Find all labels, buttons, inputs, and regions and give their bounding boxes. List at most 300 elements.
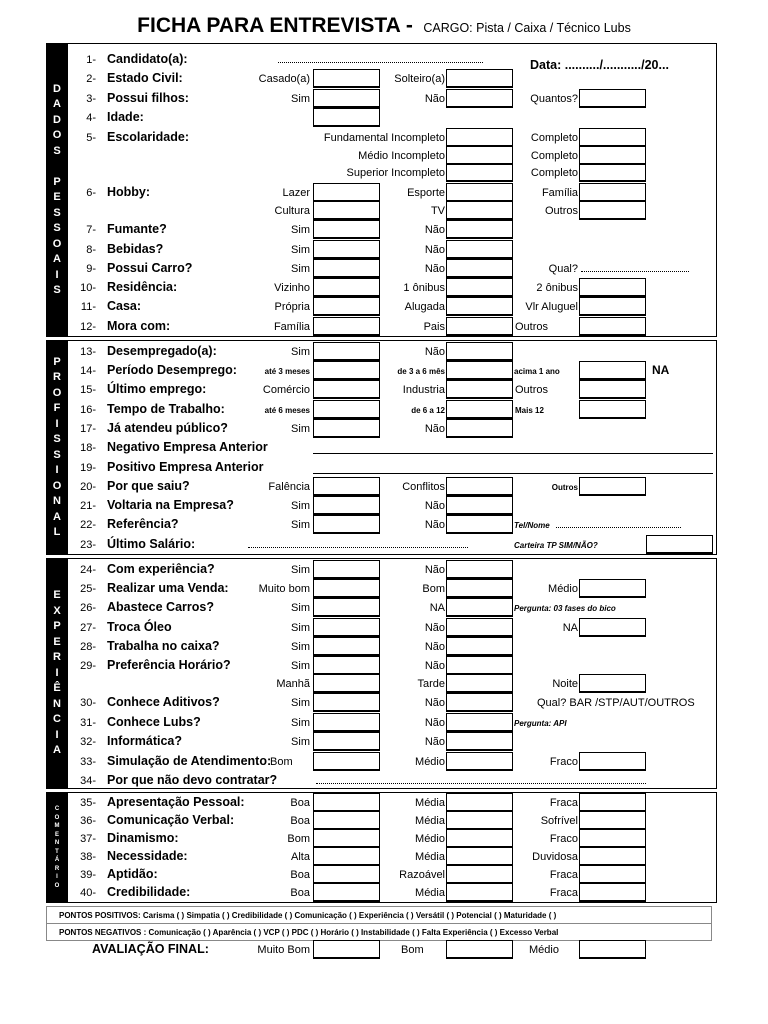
option-sim: Sim	[291, 736, 310, 748]
checkbox-nao[interactable]	[446, 419, 513, 438]
row-22	[68, 515, 716, 535]
option-2-onibus: 2 ônibus	[536, 282, 578, 294]
row-21	[68, 496, 716, 516]
checkbox-nao[interactable]	[446, 515, 513, 534]
row-4	[68, 108, 716, 128]
option-bom: Bom	[287, 833, 310, 845]
checkbox-outros[interactable]	[579, 380, 646, 399]
checkbox-industria[interactable]	[446, 380, 513, 399]
checkbox-tv[interactable]	[446, 201, 513, 220]
input-vlr-aluguel[interactable]	[579, 297, 646, 316]
row-7	[68, 220, 716, 240]
row-number: 25-	[80, 583, 96, 595]
checkbox-muito-bom[interactable]	[313, 579, 380, 598]
question-label: Hobby:	[107, 185, 151, 199]
checkbox-boa[interactable]	[313, 883, 380, 902]
option-sim: Sim	[291, 423, 310, 435]
positivo-line[interactable]	[313, 473, 713, 474]
input-idade[interactable]	[313, 108, 380, 127]
checkbox-outros[interactable]	[579, 201, 646, 220]
option-bom: Bom	[422, 583, 445, 595]
sidebar-letter: I	[55, 464, 59, 476]
sidebar-letter: T	[55, 848, 59, 855]
checkbox-carteira[interactable]	[646, 535, 713, 554]
sidebar-letter: P	[53, 620, 61, 633]
sidebar-letter: N	[53, 495, 61, 507]
checkbox-fraca[interactable]	[579, 883, 646, 902]
row-number: 2-	[86, 73, 96, 85]
option-manha: Manhã	[276, 678, 310, 690]
row-number: 20-	[80, 481, 96, 493]
checkbox-sim[interactable]	[313, 496, 380, 515]
checkbox-razoavel[interactable]	[446, 865, 513, 884]
option-tv: TV	[430, 205, 445, 217]
checkbox-muito-bom[interactable]	[313, 940, 380, 959]
option-mais-12: Mais 12	[515, 406, 544, 415]
row-number: 16-	[80, 404, 96, 416]
checkbox-sim[interactable]	[313, 89, 380, 108]
checkbox-manha[interactable]	[313, 674, 380, 693]
checkbox-tarde[interactable]	[446, 674, 513, 693]
option-familia: Família	[273, 321, 310, 333]
option-esporte: Esporte	[407, 187, 445, 199]
checkbox-nao[interactable]	[446, 618, 513, 637]
checkbox-nao[interactable]	[446, 240, 513, 259]
checkbox-falencia[interactable]	[313, 477, 380, 496]
checkbox-nao[interactable]	[446, 496, 513, 515]
option-sim: Sim	[291, 346, 310, 358]
checkbox-3-a-6[interactable]	[446, 361, 513, 380]
checkbox-fundamental[interactable]	[446, 128, 513, 147]
candidato-line[interactable]	[278, 62, 483, 63]
option-alugada: Alugada	[404, 301, 445, 313]
sidebar-letter: A	[53, 98, 61, 110]
option-nao: Não	[424, 346, 445, 358]
row-36	[68, 811, 716, 831]
checkbox-cultura[interactable]	[313, 201, 380, 220]
checkbox-outros[interactable]	[579, 317, 646, 336]
row-number: 36-	[80, 815, 96, 827]
question-label: Fumante?	[107, 222, 167, 236]
row-8	[68, 240, 716, 260]
sidebar-letter: R	[54, 865, 60, 872]
checkbox-sim[interactable]	[313, 693, 380, 712]
option-razoavel: Razoável	[399, 869, 445, 881]
sidebar-dados-pessoais	[46, 44, 68, 336]
row-number: 37-	[80, 833, 96, 845]
checkbox-media[interactable]	[446, 847, 513, 866]
sidebar-letter: S	[53, 206, 61, 219]
option-vizinho: Vizinho	[274, 282, 310, 294]
row-number: 40-	[80, 887, 96, 899]
option-duvidosa: Duvidosa	[532, 851, 578, 863]
checkbox-ate-6-meses[interactable]	[313, 400, 380, 419]
checkbox-nao[interactable]	[446, 259, 513, 278]
row-5	[68, 128, 716, 148]
question-label: Período Desemprego:	[107, 363, 237, 377]
sidebar-letter: O	[54, 814, 60, 821]
option-noite: Noite	[552, 678, 578, 690]
sidebar-letter: S	[53, 433, 61, 445]
checkbox-mais-12[interactable]	[579, 400, 646, 419]
checkbox-sim[interactable]	[313, 240, 380, 259]
question-label: Estado Civil:	[107, 71, 183, 85]
option-pergunta-api: Pergunta: API	[514, 719, 567, 728]
checkbox-sim[interactable]	[313, 656, 380, 675]
question-label: Voltaria na Empresa?	[107, 498, 234, 512]
option-sim: Sim	[291, 622, 310, 634]
checkbox-2-onibus[interactable]	[579, 278, 646, 297]
checkbox-alta[interactable]	[313, 847, 380, 866]
option-sim: Sim	[291, 93, 310, 105]
row-30	[68, 693, 716, 713]
option-propria: Própria	[274, 301, 310, 313]
question-label: Comunicação Verbal:	[107, 813, 235, 827]
question-label: Escolaridade:	[107, 130, 189, 144]
option-outros: Outros	[544, 205, 578, 217]
row-number: 8-	[86, 244, 96, 256]
sidebar-profissional	[46, 341, 68, 554]
question-label: Por que não devo contratar?	[107, 773, 278, 787]
row-3	[68, 89, 716, 109]
option-media: Média	[415, 851, 445, 863]
option-completo: Completo	[530, 150, 578, 162]
row-10	[68, 278, 716, 298]
row-number: 23-	[80, 539, 96, 551]
checkbox-media[interactable]	[446, 811, 513, 830]
sidebar-letter: F	[53, 402, 61, 414]
checkbox-nao[interactable]	[446, 342, 513, 361]
pontos-negativos: PONTOS NEGATIVOS : Comunicação ( ) Aparência ( ) VCP ( ) PDC ( ) Horário ( ) Instabilidade ( ) Falta Experiência ( ) Excesso Verbal	[46, 923, 712, 941]
option-medio: Médio	[548, 583, 578, 595]
question-label: Trabalha no caixa?	[107, 639, 220, 653]
checkbox-boa[interactable]	[313, 865, 380, 884]
option-medio: Médio	[415, 833, 445, 845]
date-field[interactable]: Data: ........../.........../20...	[530, 58, 669, 72]
row-number: 39-	[80, 869, 96, 881]
sidebar-letter: I	[55, 728, 59, 741]
sidebar-letter: C	[53, 713, 61, 726]
option-sim: Sim	[291, 564, 310, 576]
checkbox-duvidosa[interactable]	[579, 847, 646, 866]
checkbox-sim[interactable]	[313, 598, 380, 617]
checkbox-boa[interactable]	[313, 811, 380, 830]
row-number: 24-	[80, 564, 96, 576]
row-13	[68, 342, 716, 362]
checkbox-na[interactable]	[446, 598, 513, 617]
row-6b	[68, 201, 716, 221]
checkbox-alugada[interactable]	[446, 297, 513, 316]
sidebar-letter: Á	[54, 857, 60, 863]
sidebar-letter: O	[52, 129, 62, 141]
checkbox-bom[interactable]	[313, 829, 380, 848]
option-sim: Sim	[291, 717, 310, 729]
option-nao: Não	[424, 224, 445, 236]
option-sim: Sim	[291, 263, 310, 275]
row-33	[68, 752, 716, 772]
qual-carro-line[interactable]	[581, 271, 689, 272]
sidebar-letter: I	[55, 268, 59, 281]
checkbox-fraca[interactable]	[579, 793, 646, 812]
sidebar-letter: R	[53, 371, 61, 383]
checkbox-propria[interactable]	[313, 297, 380, 316]
option-nao: Não	[424, 641, 445, 653]
checkbox-sim[interactable]	[313, 560, 380, 579]
option-nao: Não	[424, 244, 445, 256]
row-number: 33-	[80, 756, 96, 768]
form-title	[0, 14, 768, 38]
option-qual: Qual?	[548, 263, 578, 275]
row-number: 19-	[80, 462, 96, 474]
checkbox-media[interactable]	[446, 793, 513, 812]
question-label: Por que saiu?	[107, 479, 190, 493]
option-na: NA	[562, 622, 578, 634]
question-label: Último emprego:	[107, 382, 207, 396]
checkbox-acima-1-ano[interactable]	[579, 361, 646, 380]
row-1	[68, 50, 716, 70]
option-nao: Não	[424, 736, 445, 748]
salario-line[interactable]	[248, 547, 468, 548]
row-number: 35-	[80, 797, 96, 809]
checkbox-nao[interactable]	[446, 693, 513, 712]
checkbox-fraca[interactable]	[579, 865, 646, 884]
question-label: Conhece Aditivos?	[107, 695, 220, 709]
tel-nome-line[interactable]	[556, 527, 681, 528]
option-sim: Sim	[291, 500, 310, 512]
sidebar-letter: E	[53, 635, 61, 648]
sidebar-letter: E	[53, 589, 61, 602]
sidebar-letter: P	[53, 355, 61, 368]
checkbox-ate-3-meses[interactable]	[313, 361, 380, 380]
checkbox-6-a-12[interactable]	[446, 400, 513, 419]
question-label: Com experiência?	[107, 562, 215, 576]
sidebar-letter: I	[55, 666, 59, 679]
checkbox-sim[interactable]	[313, 732, 380, 751]
sidebar-letter: X	[53, 604, 61, 617]
option-sim: Sim	[291, 602, 310, 614]
input-quantos[interactable]	[579, 89, 646, 108]
row-35	[68, 793, 716, 813]
negativo-line[interactable]	[313, 453, 713, 454]
option-bom: Bom	[401, 944, 424, 956]
row-14	[68, 361, 716, 381]
sidebar-letter: O	[52, 386, 62, 399]
row-38	[68, 847, 716, 867]
question-label: Conhece Lubs?	[107, 715, 201, 729]
checkbox-superior[interactable]	[446, 163, 513, 182]
checkbox-medio[interactable]	[579, 579, 646, 598]
option-vlr-aluguel: Vlr Aluguel	[525, 301, 578, 313]
checkbox-medio[interactable]	[446, 752, 513, 771]
checkbox-fraco[interactable]	[579, 829, 646, 848]
row-number: 17-	[80, 423, 96, 435]
option-nao: Não	[424, 697, 445, 709]
row-number: 11-	[80, 301, 96, 313]
row-23	[68, 535, 716, 555]
checkbox-nao[interactable]	[446, 732, 513, 751]
checkbox-conflitos[interactable]	[446, 477, 513, 496]
checkbox-nao[interactable]	[446, 637, 513, 656]
option-sim: Sim	[291, 224, 310, 236]
option-conflitos: Conflitos	[402, 481, 445, 493]
checkbox-1-onibus[interactable]	[446, 278, 513, 297]
row-11	[68, 297, 716, 317]
checkbox-nao[interactable]	[446, 220, 513, 239]
question-label: Dinamismo:	[107, 831, 179, 845]
option-boa: Boa	[290, 797, 310, 809]
row-9	[68, 259, 716, 279]
option-qual-aditivos: Qual? BAR /STP/AUT/OUTROS	[537, 697, 695, 709]
checkbox-pais[interactable]	[446, 317, 513, 336]
row-32	[68, 732, 716, 752]
row-37	[68, 829, 716, 849]
avaliacao-final-label: AVALIAÇÃO FINAL:	[92, 942, 209, 956]
option-superior: Superior Incompleto	[346, 167, 445, 179]
option-casado: Casado(a)	[258, 73, 310, 85]
row-19	[68, 458, 716, 478]
question-label: Aptidão:	[107, 867, 158, 881]
option-na: NA	[652, 363, 670, 377]
row-number: 13-	[80, 346, 96, 358]
option-industria: Industria	[402, 384, 445, 396]
row-number: 28-	[80, 641, 96, 653]
option-sim: Sim	[291, 660, 310, 672]
question-label: Necessidade:	[107, 849, 188, 863]
sidebar-letter: A	[53, 253, 61, 265]
checkbox-medio[interactable]	[579, 940, 646, 959]
checkbox-fraco[interactable]	[579, 752, 646, 771]
checkbox-vizinho[interactable]	[313, 278, 380, 297]
option-muito-bom: Muito Bom	[257, 944, 310, 956]
checkbox-sim[interactable]	[313, 259, 380, 278]
checkbox-nao[interactable]	[446, 89, 513, 108]
checkbox-nao[interactable]	[446, 560, 513, 579]
row-number: 38-	[80, 851, 96, 863]
option-tel-nome: Tel/Nome	[514, 521, 550, 530]
question-label: Referência?	[107, 517, 179, 531]
checkbox-sim[interactable]	[313, 637, 380, 656]
option-media: Média	[415, 887, 445, 899]
question-label: Candidato(a):	[107, 52, 188, 66]
row-number: 26-	[80, 602, 96, 614]
checkbox-sim[interactable]	[313, 713, 380, 732]
checkbox-boa[interactable]	[313, 793, 380, 812]
option-outros: Outros	[515, 321, 549, 333]
checkbox-na[interactable]	[579, 618, 646, 637]
option-bom: Bom	[270, 756, 293, 768]
sidebar-letter: L	[53, 526, 61, 538]
question-label: Apresentação Pessoal:	[107, 795, 245, 809]
row-number: 7-	[86, 224, 96, 236]
option-medio: Médio	[529, 944, 559, 956]
row-18	[68, 438, 716, 458]
checkbox-noite[interactable]	[579, 674, 646, 693]
sidebar-letter: E	[54, 831, 59, 838]
row-avaliacao	[68, 940, 716, 960]
sidebar-letter: A	[53, 510, 61, 523]
question-label: Possui Carro?	[107, 261, 193, 275]
sidebar-letter: R	[53, 651, 61, 664]
sidebar-experiencia	[46, 559, 68, 788]
option-boa: Boa	[290, 815, 310, 827]
question-label: Abastece Carros?	[107, 600, 214, 614]
checkbox-comercio[interactable]	[313, 380, 380, 399]
option-fundamental: Fundamental Incompleto	[323, 132, 445, 144]
checkbox-nao[interactable]	[446, 713, 513, 732]
checkbox-sim[interactable]	[313, 342, 380, 361]
checkbox-medio[interactable]	[446, 829, 513, 848]
row-number: 9-	[86, 263, 96, 275]
checkbox-media[interactable]	[446, 883, 513, 902]
row-number: 12-	[80, 321, 96, 333]
option-outros: Outros	[551, 483, 578, 492]
checkbox-bom[interactable]	[313, 752, 380, 771]
option-na: NA	[429, 602, 445, 614]
option-fraca: Fraca	[549, 869, 578, 881]
checkbox-sim[interactable]	[313, 419, 380, 438]
sidebar-comentario	[46, 793, 68, 902]
checkbox-lazer[interactable]	[313, 183, 380, 202]
option-boa: Boa	[290, 869, 310, 881]
option-medio: Médio	[415, 756, 445, 768]
row-28	[68, 637, 716, 657]
contratar-line[interactable]	[316, 783, 646, 784]
option-quantos: Quantos?	[530, 93, 578, 105]
option-sim: Sim	[291, 244, 310, 256]
checkbox-sofrivel[interactable]	[579, 811, 646, 830]
option-media: Média	[415, 797, 445, 809]
sidebar-letter: A	[53, 744, 61, 757]
option-ate-3-meses: até 3 meses	[264, 367, 310, 376]
option-nao: Não	[424, 717, 445, 729]
sidebar-letter: I	[56, 874, 58, 880]
cargo-text: CARGO: Pista / Caixa / Técnico Lubs	[423, 21, 631, 35]
option-familia: Família	[541, 187, 578, 199]
checkbox-bom[interactable]	[446, 579, 513, 598]
option-nao: Não	[424, 263, 445, 275]
option-fraco: Fraco	[549, 756, 578, 768]
row-12	[68, 317, 716, 337]
checkbox-esporte[interactable]	[446, 183, 513, 202]
row-number: 15-	[80, 384, 96, 396]
row-39	[68, 865, 716, 885]
option-tarde: Tarde	[417, 678, 445, 690]
question-label: Tempo de Trabalho:	[107, 402, 225, 416]
sidebar-letter: C	[54, 806, 60, 812]
checkbox-sim[interactable]	[313, 618, 380, 637]
checkbox-nao[interactable]	[446, 656, 513, 675]
option-sofrivel: Sofrível	[540, 815, 578, 827]
checkbox-bom[interactable]	[446, 940, 513, 959]
checkbox-sim[interactable]	[313, 515, 380, 534]
pontos-positivos: PONTOS POSITIVOS: Carisma ( ) Simpatia ( ) Credibilidade ( ) Comunicação ( ) Experiência ( ) Versátil ( ) Potencial ( ) Maturidade ( )	[46, 906, 712, 924]
option-pergunta-bico: Pergunta: 03 fases do bico	[514, 604, 616, 613]
option-sim: Sim	[291, 641, 310, 653]
option-solteiro: Solteiro(a)	[394, 73, 445, 85]
checkbox-completo[interactable]	[579, 163, 646, 182]
checkbox-familia[interactable]	[579, 183, 646, 202]
checkbox-solteiro[interactable]	[446, 69, 513, 88]
question-label: Já atendeu público?	[107, 421, 228, 435]
sidebar-letter: O	[52, 237, 62, 250]
checkbox-outros[interactable]	[579, 477, 646, 496]
checkbox-completo[interactable]	[579, 128, 646, 147]
checkbox-sim[interactable]	[313, 220, 380, 239]
checkbox-familia[interactable]	[313, 317, 380, 336]
option-media: Média	[415, 815, 445, 827]
question-label: Casa:	[107, 299, 142, 313]
checkbox-casado[interactable]	[313, 69, 380, 88]
